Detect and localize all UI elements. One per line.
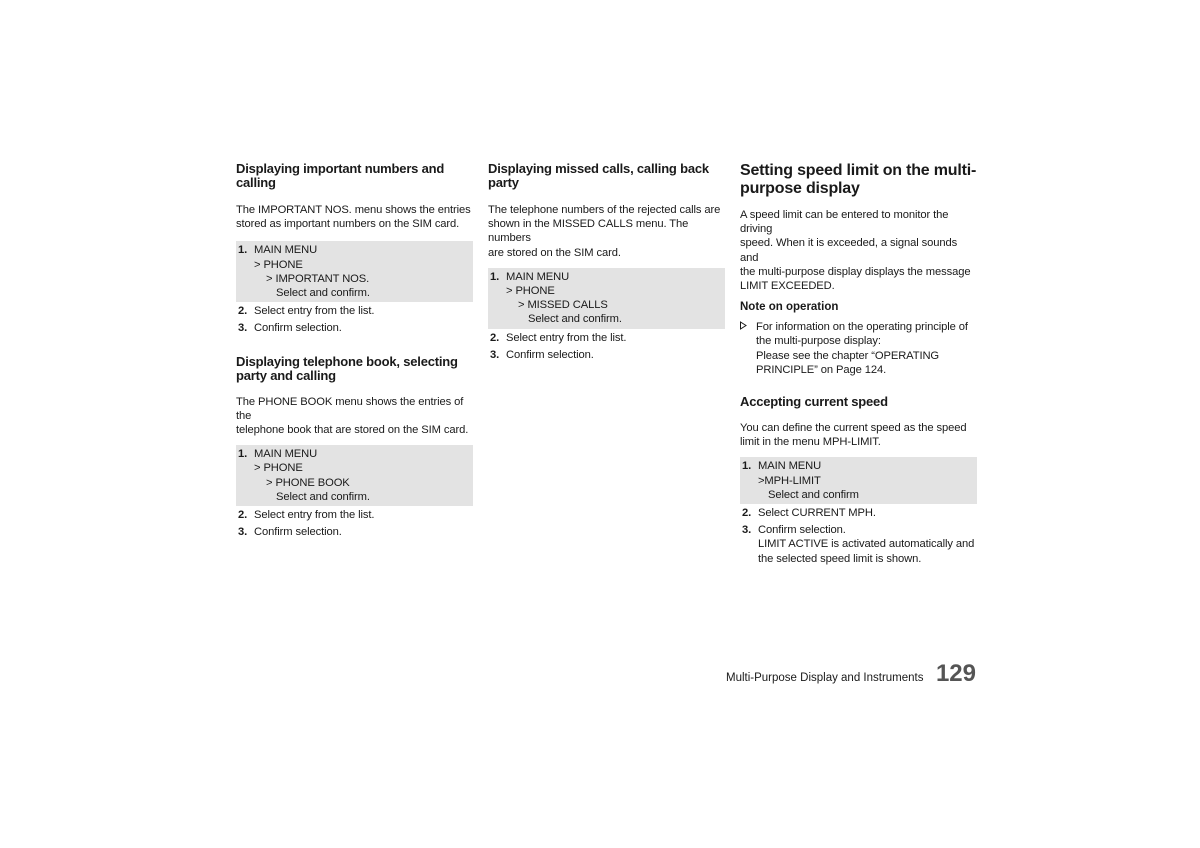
step-1-box bbox=[488, 268, 725, 329]
section-paragraph: The telephone numbers of the rejected calls are shown in the MISSED CALLS menu. The numbers are stored on the SIM card. bbox=[488, 204, 721, 259]
step-2: 2. Select entry from the list. bbox=[490, 331, 627, 344]
note-heading: Note on operation bbox=[740, 301, 839, 314]
step-3: 3. Confirm selection. bbox=[490, 348, 594, 361]
section-heading-telephone-book: Displaying telephone book, selecting party and calling bbox=[236, 353, 458, 383]
column-3 bbox=[740, 162, 977, 566]
section-heading-accepting-speed: Accepting current speed bbox=[740, 394, 888, 410]
section-heading-important-numbers: Displaying important numbers and calling bbox=[236, 161, 445, 190]
section-paragraph: A speed limit can be entered to monitor the driving speed. When it is exceeded, a signal sounds and the multi-purpose display displays the message LIMIT EXCEEDED. bbox=[740, 209, 971, 293]
section-paragraph: The PHONE BOOK menu shows the entries of the telephone book that are stored on the SIM card. bbox=[236, 395, 469, 437]
page-number: 129 bbox=[935, 660, 976, 687]
step-3: 3. Confirm selection. bbox=[238, 322, 342, 335]
step-3: 3. Confirm selection. bbox=[238, 526, 342, 539]
section-paragraph: You can define the current speed as the speed limit in the menu MPH-LIMIT. bbox=[740, 422, 967, 449]
step-1-box bbox=[236, 241, 473, 302]
page-footer bbox=[726, 660, 976, 688]
footer-title: Multi-Purpose Display and Instruments bbox=[726, 672, 924, 684]
step-1: 1. MAIN MENU > PHONE > IMPORTANT NOS. Select and confirm. bbox=[238, 244, 370, 300]
step-1: 1. MAIN MENU >MPH-LIMIT Select and confirm bbox=[742, 460, 859, 501]
step-2: 2. Select entry from the list. bbox=[238, 305, 375, 318]
triangle-right-icon bbox=[740, 320, 747, 334]
section-paragraph: The IMPORTANT NOS. menu shows the entries stored as important numbers on the SIM card. bbox=[236, 204, 471, 231]
step-1-box bbox=[740, 457, 977, 504]
column-2 bbox=[488, 162, 725, 362]
section-heading-missed-calls: Displaying missed calls, calling back party bbox=[488, 161, 709, 190]
step-1-box bbox=[236, 445, 473, 506]
note-bullet: For information on the operating principle of the multi-purpose display: Please see the chapter “OPERATING PRINCIPLE” on Page 124. bbox=[740, 320, 977, 377]
section-heading-speed-limit: Setting speed limit on the multi- purpose display bbox=[740, 162, 977, 197]
step-2: 2. Select entry from the list. bbox=[238, 509, 375, 522]
step-2: 2. Select CURRENT MPH. bbox=[742, 507, 876, 520]
column-1 bbox=[236, 162, 473, 539]
step-1: 1. MAIN MENU > PHONE > MISSED CALLS Select and confirm. bbox=[490, 270, 622, 326]
step-3: 3. Confirm selection. LIMIT ACTIVE is activated automatically and the selected speed limit is shown. bbox=[742, 524, 975, 565]
step-1: 1. MAIN MENU > PHONE > PHONE BOOK Select and confirm. bbox=[238, 448, 370, 503]
